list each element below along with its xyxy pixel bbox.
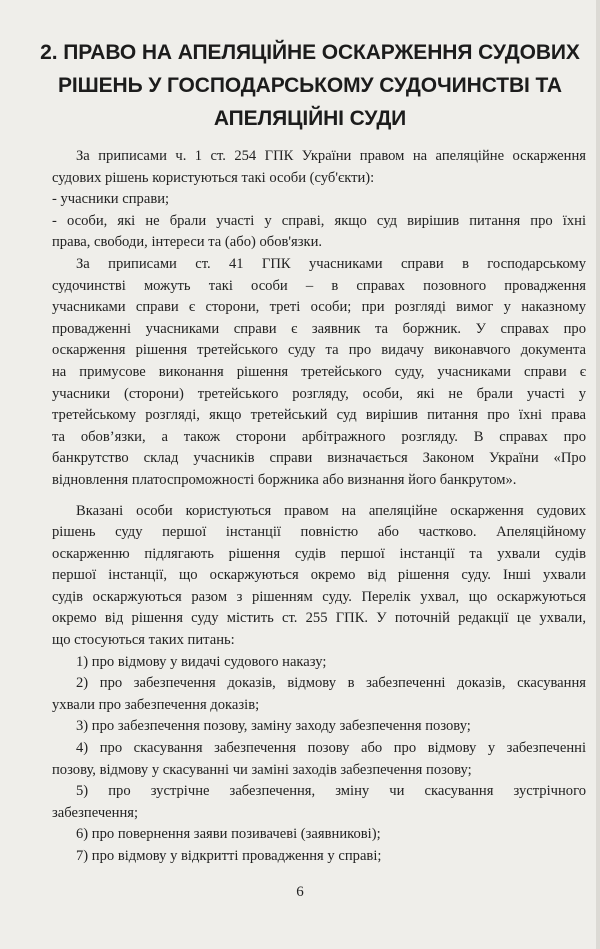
text-line: - особи, які не брали участі у справі, якщо суд вирішив питання про їхні [52,212,586,229]
text-line: що стосуються таких питань: [52,632,235,649]
text-line: третейському розгляді, якщо третейський суд вирішив питання про їхні права [52,407,586,424]
text-line: судових рішень користуються такі особи (суб'єкти): [52,169,375,186]
page-edge [596,0,600,949]
text-line: провадженні учасниками справи є заявник та боржник. У справах про [52,320,586,337]
text-line: першої інстанції, що оскаржуються окремо від рішення суду. Інші ухвали [52,567,586,584]
list-item: 2) про забезпечення доказів, відмову в забезпеченні доказів, скасування [76,675,586,692]
text-line: - учасники справи; [52,191,170,208]
text-line: забезпечення; [52,804,139,821]
text-line: судів оскаржуються разом з рішенням суду. Перелік ухвал, що оскаржуються [52,588,586,605]
text-line: на примусове виконання рішення третейського суду, учасниками справи є [52,363,586,380]
text-line: учасниками справи є сторони, треті особи; при розгляді вимог у наказному [52,299,586,316]
section-title-line: 2. ПРАВО НА АПЕЛЯЦІЙНЕ ОСКАРЖЕННЯ СУДОВИХ [40,41,580,64]
list-item: 4) про скасування забезпечення позову або про відмову у забезпеченні [76,740,586,757]
text-line: учасники (сторони) третейського розгляду, особи, які не брали участі у [52,385,586,402]
text-line: відновлення платоспроможності боржника або визнання його банкрутом». [52,471,517,488]
list-item: 3) про забезпечення позову, заміну заходу забезпечення позову; [76,718,471,735]
text-line: рішень суду першої інстанції повністю або частково. Апеляційному [52,524,586,541]
section-title [40,36,580,135]
text-line: ухвали про забезпечення доказів; [52,696,260,713]
text-line: та обов’язки, а також сторони арбітражного розгляду. В справах про [52,428,586,445]
text-line: позову, відмову у скасуванні чи заміні заходів забезпечення позову; [52,761,472,778]
text-line: судочинстві можуть такі особи – в справах позовного провадження [52,277,586,294]
list-item: 7) про відмову у відкритті провадження у справі; [76,848,382,864]
text-line: оскарженню підлягають рішення судів першої інстанції та ухвали судів [52,545,586,562]
text-line: оскарження рішення третейського суду та про видачу виконавчого документа [52,342,586,359]
section-title-line: АПЕЛЯЦІЙНІ СУДИ [213,107,407,130]
text-line: За приписами ч. 1 ст. 254 ГПК України правом на апеляційне оскарження [76,148,586,164]
text-line: окремо від рішення суду містить ст. 255 ГПК. У поточній редакції це ухвали, [52,610,586,627]
list-item: 1) про відмову у видачі судового наказу; [76,653,327,670]
page-number: 6 [296,884,304,900]
text-line: права, свободи, інтереси та (або) обов'язки. [52,234,323,251]
list-item: 5) про зустрічне забезпечення, зміну чи скасування зустрічного [76,783,586,800]
text-line: банкрутство склад учасників справи визначається Законом України «Про [52,450,586,467]
text-line: За приписами ст. 41 ГПК учасниками справи в господарському [76,255,586,272]
body-text [52,146,586,868]
section-title-line: РІШЕНЬ У ГОСПОДАРСЬКОМУ СУДОЧИНСТВІ ТА [57,74,562,97]
text-line: Вказані особи користуються правом на апеляційне оскарження судових [76,502,586,519]
list-item: 6) про повернення заяви позивачеві (заявникові); [76,826,381,843]
paragraph-gap [52,492,586,501]
